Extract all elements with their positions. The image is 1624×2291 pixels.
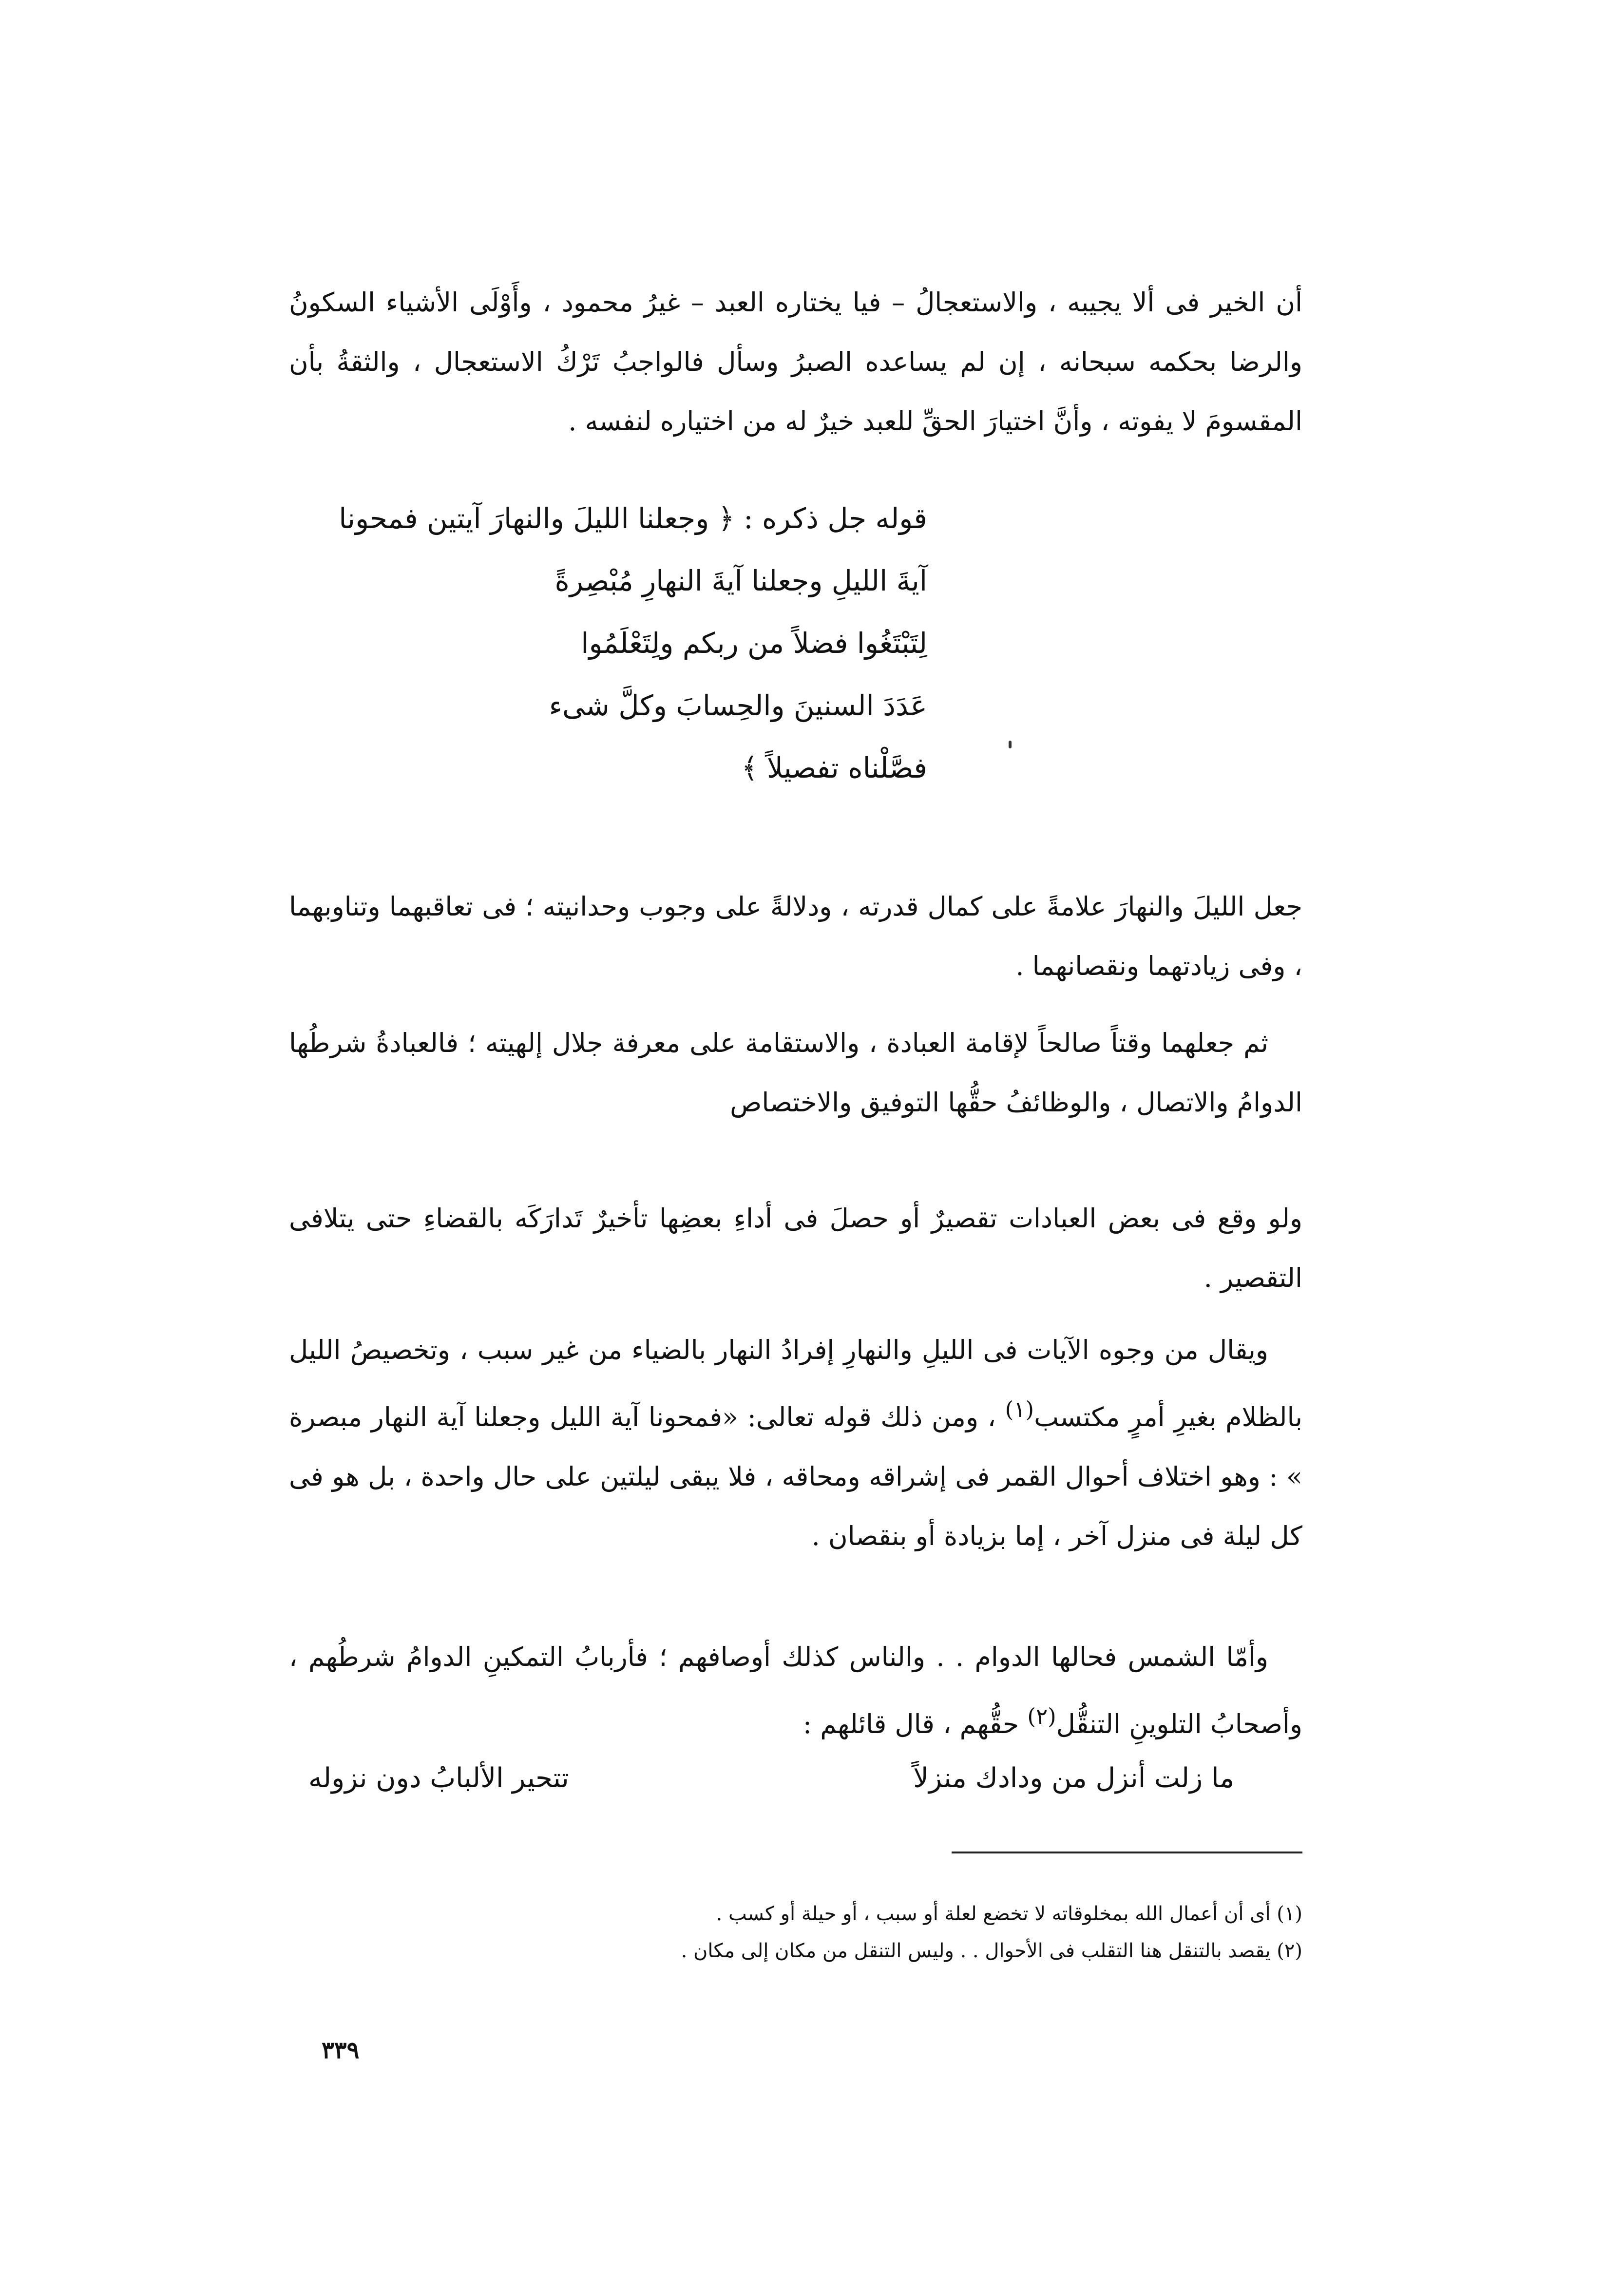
- paragraph-text-part2: حقُّهم ، قال قائلهم :: [802, 1709, 1028, 1739]
- verse-line-3: لِتَبْتَغُوا فضلاً من ربكم ولِتَعْلَمُوا: [581, 627, 927, 660]
- verse-line-4: عَدَدَ السنينَ والحِسابَ وكلَّ شىء: [549, 689, 927, 722]
- footnote-ref-2: (٢): [1027, 1703, 1056, 1729]
- paragraph-text: ثم جعلهما وقتاً صالحاً لإقامة العبادة ، والاستقامة على معرفة جلال إلهيته ؛ فالعبادةُ شرطُها الدوامُ والاتصال ، والوظائفُ حقُّها التوفيق والاختصاص: [289, 1028, 1302, 1118]
- paragraph-text: ولو وقع فى بعض العبادات تقصيرٌ أو حصلَ فى أداءِ بعضِها تأخيرٌ تَدارَكَه بالقضاءِ حتى يتلافى التقصير .: [289, 1203, 1302, 1293]
- poem-hemistich-2: تتحير الألبابُ دون نزوله: [308, 1762, 569, 1794]
- paragraph-text-part1: ويقال من وجوه الآيات فى الليلِ والنهارِ إفرادُ النهار بالضياء من غير سبب ، وتخصيصُ الليل بالظلام بغيرِ أمرٍ مكتسب: [289, 1335, 1302, 1432]
- poem-verse: [308, 1754, 1234, 1803]
- footnote-ref-1: (١): [1005, 1396, 1034, 1422]
- footnotes: [289, 1895, 1302, 1969]
- paragraph-signs-aspects: [289, 1320, 1302, 1566]
- paragraph-text: جعل الليلَ والنهارَ علامةً على كمال قدرته ، ودلالةً على وجوب وحدانيته ؛ فى تعاقبهما وتناوبهما ، وفى زيادتهما ونقصانهما .: [289, 891, 1302, 981]
- intro-text: أن الخير فى ألا يجيبه ، والاستعجالُ – فيا يختاره العبد – غيرُ محمود ، وأَوْلَى الأشياء السكونُ والرضا بحكمه سبحانه ، إن لم يساعده الصبرُ وسأل فالواجبُ تَرْكُ الاستعجال ، والثقةُ بأن المقسومَ لا يفوته ، وأنَّ اختيارَ الحقِّ للعبد خيرٌ له من اختياره لنفسه .: [289, 287, 1302, 437]
- verse-line-2: آيةَ الليلِ وجعلنا آيةَ النهارِ مُبْصِرةً: [554, 564, 927, 597]
- page-number: ٣٣٩: [322, 2037, 360, 2064]
- footnote-separator: [952, 1852, 1302, 1853]
- poem-hemistich-1: ما زلت أنزل من ودادك منزلاً: [913, 1762, 1234, 1794]
- paragraph-text: [289, 1320, 1302, 1566]
- intro-paragraph: [289, 273, 1302, 451]
- paragraph-shortcoming: [289, 1189, 1302, 1308]
- verse-line-1: قوله جل ذكره : ﴿ وجعلنا الليلَ والنهارَ آيتين فمحونا: [339, 502, 927, 535]
- paragraph-sun-permanence: [289, 1627, 1302, 1754]
- paragraph-text-part2: ، ومن ذلك قوله تعالى: «فمحونا آية الليل وجعلنا آية النهار مبصرة » : وهو اختلاف أحوال القمر فى إشراقه ومحاقه ، فلا يبقى ليلتين على حال واحدة ، بل هو فى كل ليلة فى منزل آخر ، إما بزيادة أو بنقصان .: [289, 1402, 1302, 1551]
- paragraph-text: [289, 1627, 1302, 1754]
- verse-line-5: فصَّلْناه تفصيلاً ﴾: [741, 751, 927, 784]
- stray-ink-mark: [1009, 741, 1012, 748]
- paragraph-text-part1: وأمّا الشمس فحالها الدوام . . والناس كذلك أوصافهم ؛ فأربابُ التمكينِ الدوامُ شرطُهم ، وأصحابُ التلوينِ التنقُّل: [289, 1642, 1302, 1739]
- footnote-2: (٢) يقصد بالتنقل هنا التقلب فى الأحوال . . وليس التنقل من مكان إلى مكان .: [681, 1940, 1302, 1962]
- paragraph-worship-time: [289, 1013, 1302, 1132]
- footnote-1: (١) أى أن أعمال الله بمخلوقاته لا تخضع لعلة أو سبب ، أو حيلة أو كسب .: [716, 1903, 1302, 1925]
- quran-verse-block: [284, 487, 927, 799]
- paragraph-night-day-signs: [289, 877, 1302, 996]
